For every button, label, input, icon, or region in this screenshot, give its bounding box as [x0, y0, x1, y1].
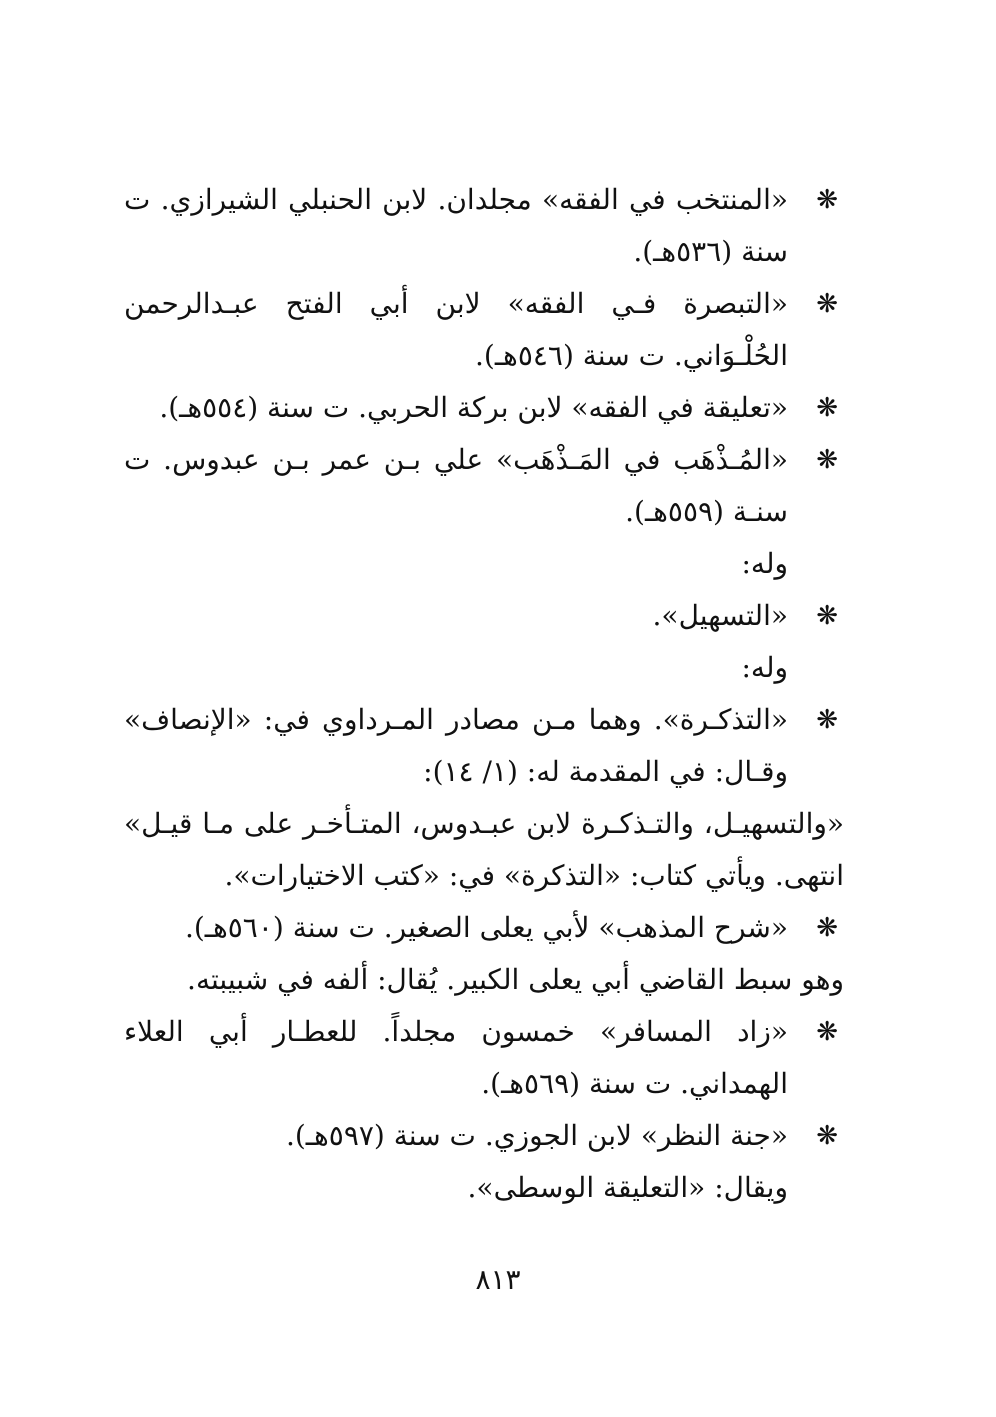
entry-text: «تعليقة في الفقه» لابن بركة الحربي. ت سنة (٥٥٤هـ).: [159, 391, 788, 424]
entry-text: «والتسهيـل، والتـذكـرة لابن عبـدوس، المتـأخـر على مـا قيـل» انتهى. ويأتي كتاب: «التذكرة» في: «كتب الاختيارات».: [124, 807, 844, 892]
entry-text: «المُـذْهَب في المَـذْهَب» علي بـن عمر بـن عبدوس. ت سنـة (٥٥٩هـ).: [124, 443, 788, 528]
full-width-note: [124, 798, 844, 902]
entry-text: «المنتخب في الفقه» مجلدان. لابن الحنبلي الشيرازي. ت سنة (٥٣٦هـ).: [124, 183, 788, 268]
sub-note: [124, 538, 844, 590]
entry-text: «شرح المذهب» لأبي يعلى الصغير. ت سنة (٥٦٠هـ).: [184, 911, 788, 944]
bullet-star-icon: ❋: [816, 601, 838, 631]
bullet-star-icon: ❋: [816, 185, 838, 215]
sub-note: [124, 642, 844, 694]
page-number: ٨١٣: [475, 1263, 521, 1296]
entry-text: وله:: [741, 547, 788, 580]
entry-text: «التذكـرة». وهما مـن مصادر المـرداوي في: «الإنصاف» وقـال: في المقدمة له: (١/ ١٤):: [124, 703, 788, 788]
bullet-entry: [124, 902, 844, 954]
bullet-entry: [124, 382, 844, 434]
entry-text: «زاد المسافر» خمسون مجلداً. للعطـار أبي العلاء الهمداني. ت سنة (٥٦٩هـ).: [124, 1015, 788, 1100]
entry-text: «التبصرة فـي الفقه» لابن أبي الفتح عبـدالرحمن الحُلْـوَاني. ت سنة (٥٤٦هـ).: [124, 287, 788, 372]
bullet-star-icon: ❋: [816, 393, 838, 423]
bullet-entry: [124, 1110, 844, 1162]
bullet-entry: [124, 694, 844, 798]
entry-text: وله:: [741, 651, 788, 684]
bullet-star-icon: ❋: [816, 705, 838, 735]
entry-text: «جنة النظر» لابن الجوزي. ت سنة (٥٩٧هـ).: [285, 1119, 788, 1152]
bullet-star-icon: ❋: [816, 445, 838, 475]
bullet-star-icon: ❋: [816, 913, 838, 943]
bullet-star-icon: ❋: [816, 289, 838, 319]
page-body: [124, 174, 844, 1214]
bullet-entry: [124, 434, 844, 538]
bullet-star-icon: ❋: [816, 1017, 838, 1047]
bullet-star-icon: ❋: [816, 1121, 838, 1151]
entry-text: ويقال: «التعليقة الوسطى».: [467, 1171, 788, 1204]
entry-text: وهو سبط القاضي أبي يعلى الكبير. يُقال: ألفه في شبيبته.: [187, 963, 844, 996]
bullet-entry: [124, 174, 844, 278]
bullet-entry: [124, 1006, 844, 1110]
bullet-entry: [124, 590, 844, 642]
sub-note: [124, 1162, 844, 1214]
full-width-note: [124, 954, 844, 1006]
bullet-entry: [124, 278, 844, 382]
entry-text: «التسهيل».: [652, 599, 788, 632]
